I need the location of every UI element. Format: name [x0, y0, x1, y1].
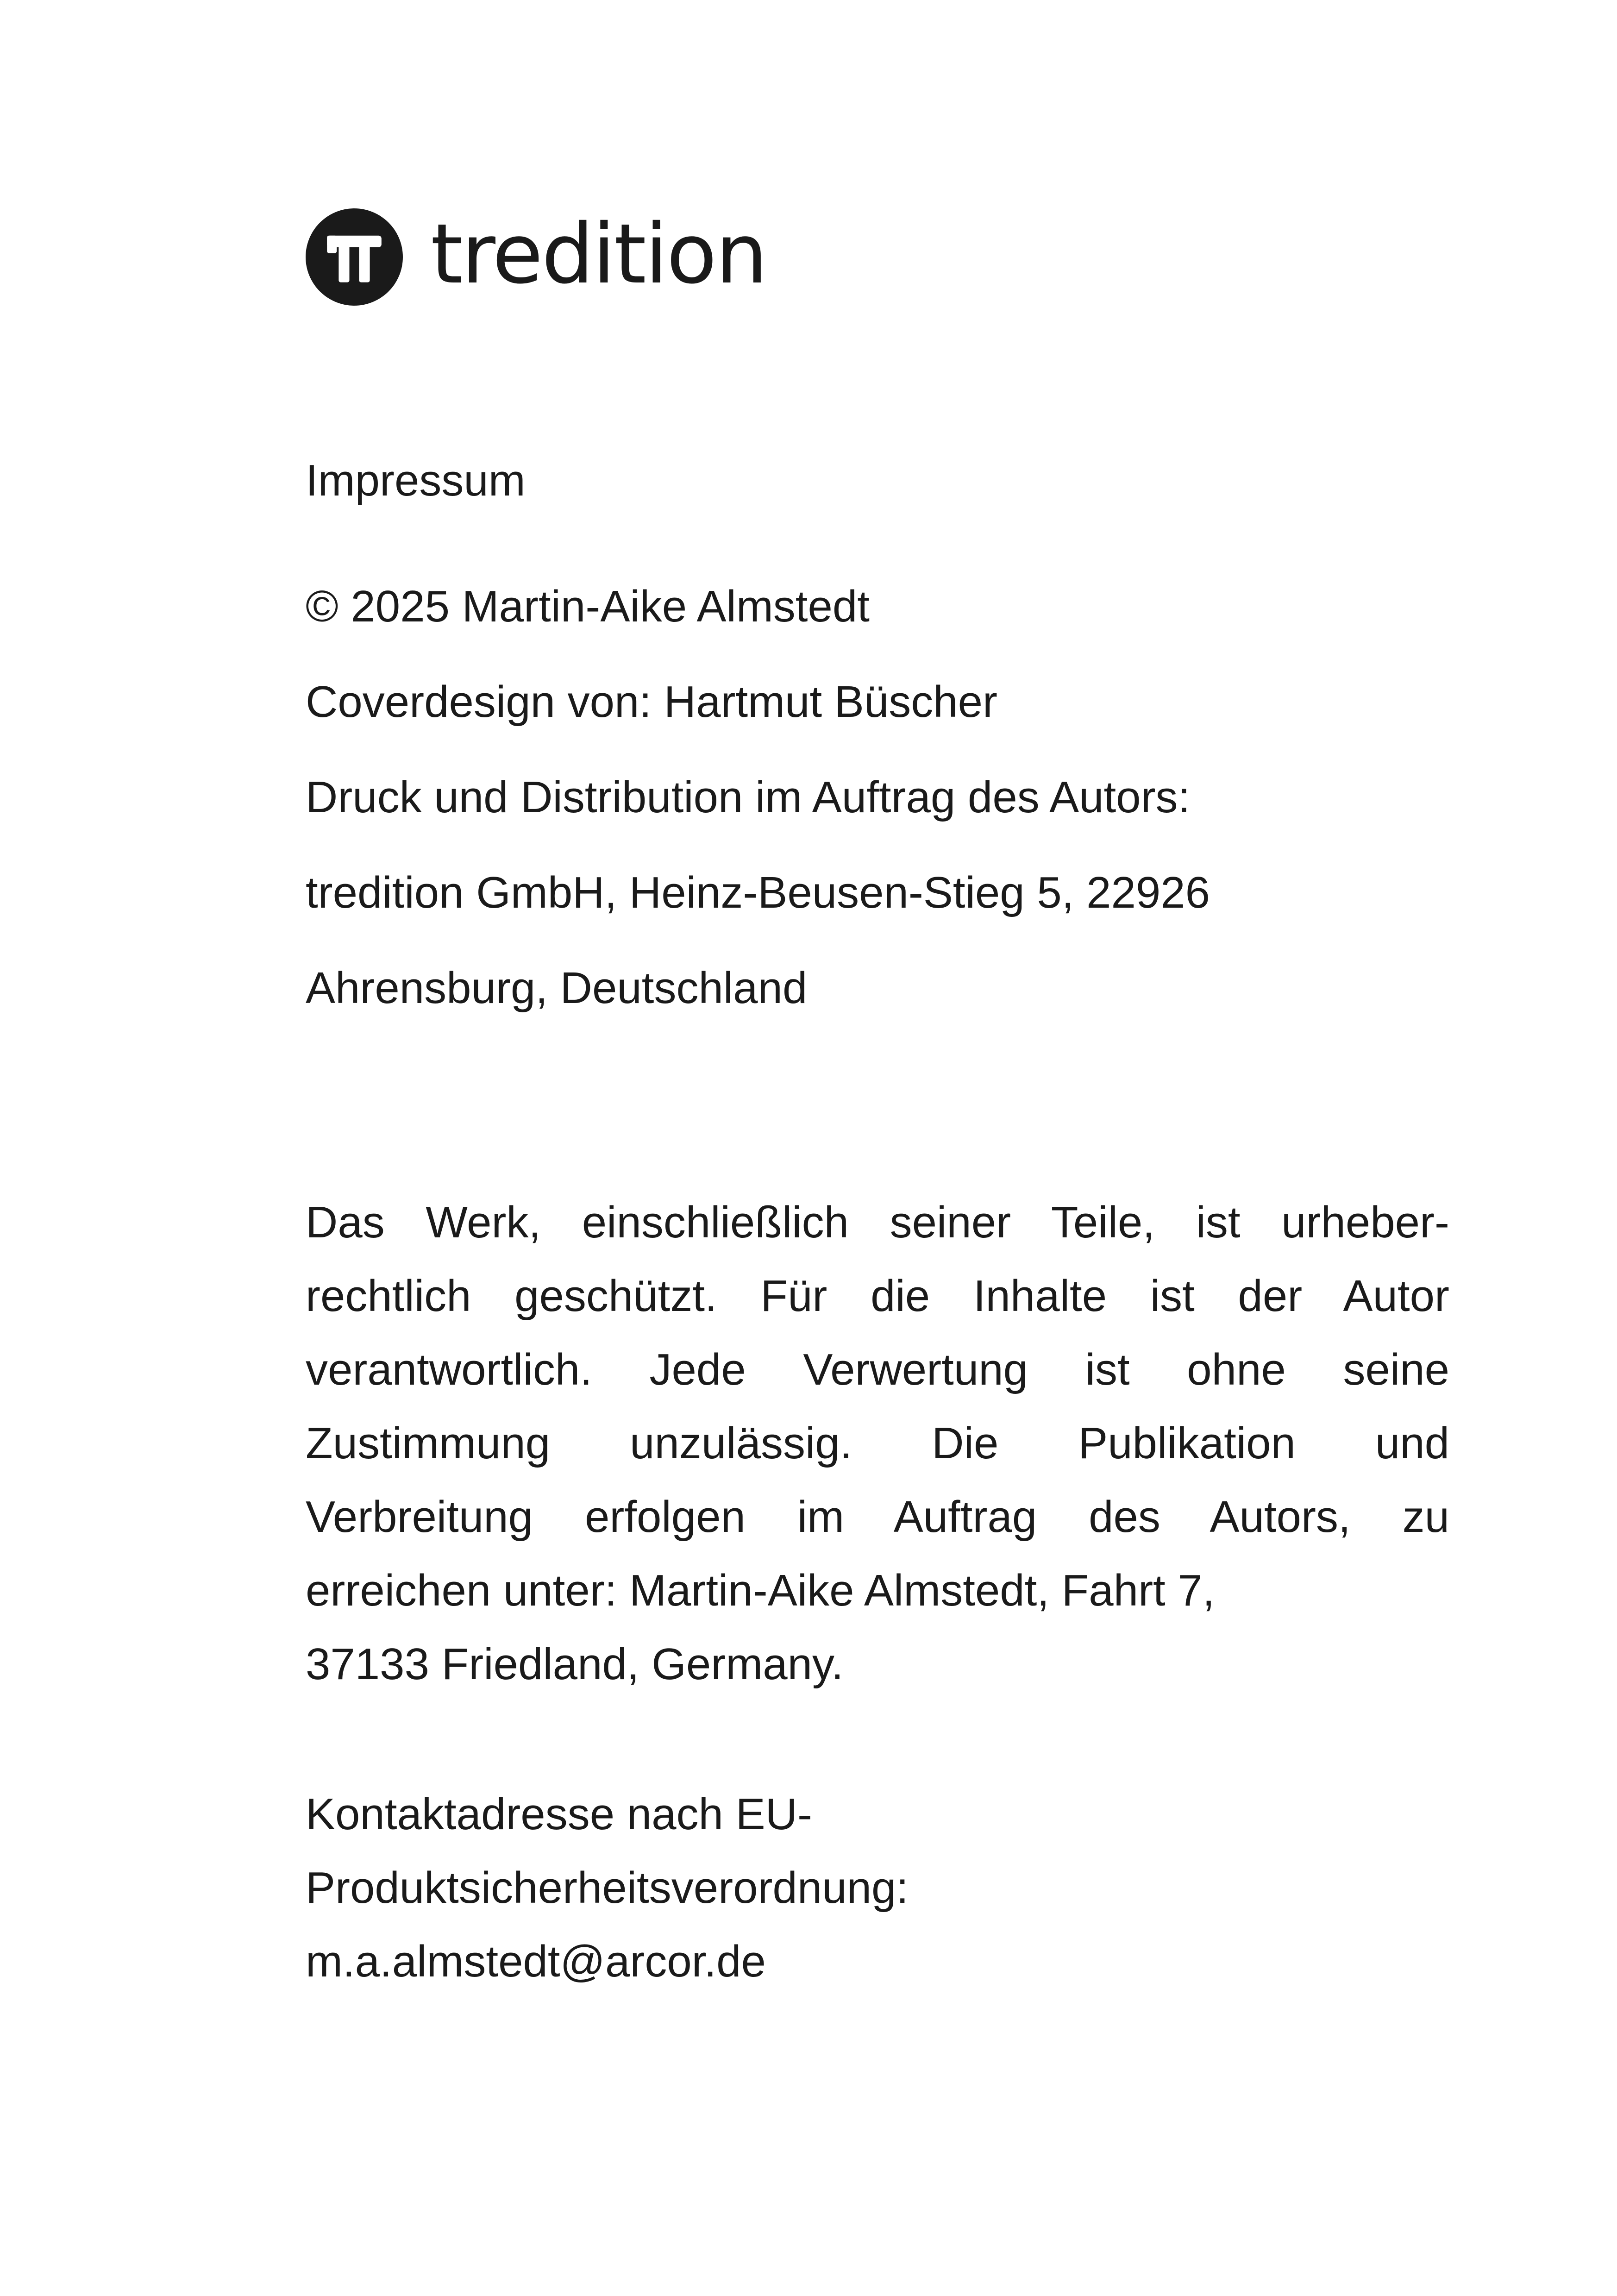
- publisher-address-line-2: Ahrensburg, Deutschland: [306, 963, 808, 1013]
- contact-label-line-1: Kontaktadresse nach EU-: [306, 1789, 812, 1839]
- contact-block: [306, 1777, 909, 1998]
- notice-line: erreichen unter: Martin-Aike Almstedt, Fahrt 7,: [306, 1566, 1215, 1615]
- notice-line: verantwortlich. Jede Verwertung ist ohne seine: [306, 1345, 1449, 1394]
- publisher-logo: [306, 208, 766, 306]
- notice-line: 37133 Friedland, Germany.: [306, 1639, 844, 1689]
- notice-line: Das Werk, einschließlich seiner Teile, ist urheber-: [306, 1198, 1449, 1247]
- contact-email: m.a.almstedt@arcor.de: [306, 1937, 766, 1986]
- tredition-logo-icon: [306, 208, 403, 306]
- notice-line: Zustimmung unzulässig. Die Publikation und: [306, 1418, 1449, 1468]
- cover-design-line: Coverdesign von: Hartmut Büscher: [306, 677, 997, 727]
- notice-line: rechtlich geschützt. Für die Inhalte ist der Autor: [306, 1271, 1449, 1321]
- copyright-line: © 2025 Martin-Aike Almstedt: [306, 582, 870, 631]
- logo-wordmark: tredition: [431, 206, 766, 302]
- copyright-notice: [306, 1186, 1449, 1701]
- notice-line: Verbreitung erfolgen im Auftrag des Autors, zu: [306, 1492, 1449, 1542]
- publisher-address-line-1: tredition GmbH, Heinz-Beusen-Stieg 5, 22926: [306, 868, 1210, 917]
- print-distribution-line: Druck und Distribution im Auftrag des Autors:: [306, 772, 1191, 822]
- imprint-heading: Impressum: [306, 456, 526, 505]
- contact-label-line-2: Produktsicherheitsverordnung:: [306, 1863, 909, 1913]
